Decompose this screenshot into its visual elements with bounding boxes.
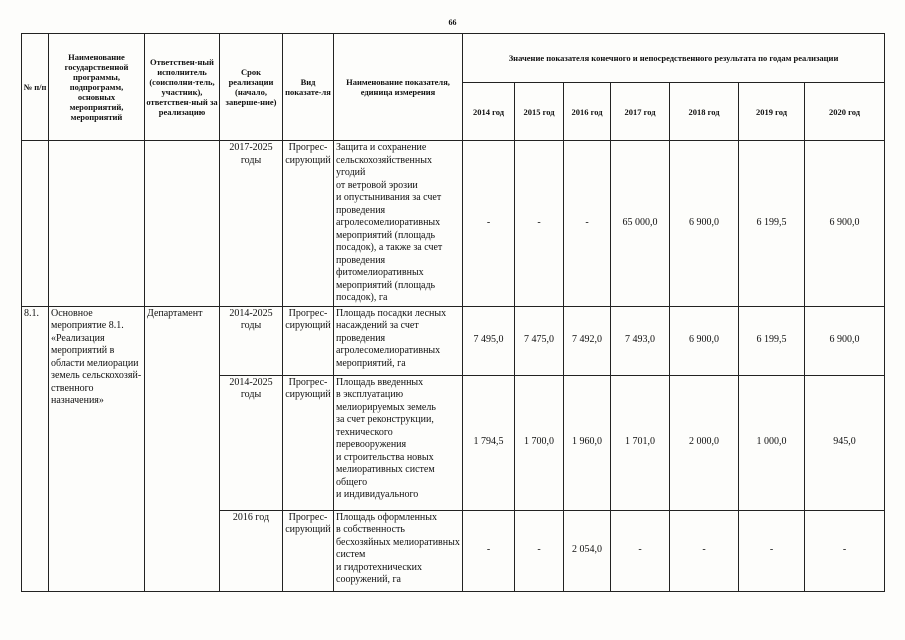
cell-value: - xyxy=(463,141,515,307)
cell-indicator: Защита и сохранение сельскохозяйственных угодий от ветровой эрозии и опустынивания за счет проведения агролесомелиоративных мероприятий (площадь посадок), а также за счет проведения фитомелиоративных мероприятий (площадь посадок), га xyxy=(334,141,463,307)
cell-value: 1 794,5 xyxy=(463,375,515,510)
cell-value: - xyxy=(515,510,564,591)
cell-period: 2014-2025 годы xyxy=(220,375,283,510)
table-row xyxy=(22,306,885,375)
cell-value: - xyxy=(805,510,885,591)
cell-value: - xyxy=(611,510,670,591)
header-indicator: Наименование показателя, единица измерения xyxy=(334,34,463,141)
header-year: 2016 год xyxy=(564,83,611,141)
cell-value: 7 493,0 xyxy=(611,306,670,375)
header-row xyxy=(22,34,885,83)
page-number: 66 xyxy=(448,18,457,27)
cell-value: 65 000,0 xyxy=(611,141,670,307)
cell-indicator: Площадь посадки лесных насаждений за счет проведения агролесомелиоративных мероприятий, га xyxy=(334,306,463,375)
header-year: 2020 год xyxy=(805,83,885,141)
cell-value: 6 900,0 xyxy=(805,141,885,307)
cell-value: 6 900,0 xyxy=(670,141,739,307)
cell-group-num: 8.1. xyxy=(22,306,49,591)
header-year: 2018 год xyxy=(670,83,739,141)
cell-empty xyxy=(22,141,49,307)
cell-value: 7 495,0 xyxy=(463,306,515,375)
header-year: 2015 год xyxy=(515,83,564,141)
cell-period: 2014-2025 годы xyxy=(220,306,283,375)
cell-value: 6 900,0 xyxy=(805,306,885,375)
table-row xyxy=(22,141,885,307)
header-program: Наименование государственной программы, подпрограмм, основных мероприятий, мероприятий xyxy=(49,34,145,141)
header-executor: Ответствен-ный исполнитель (соисполни-тель, участник), ответствен-ный за реализацию xyxy=(145,34,220,141)
cell-period: 2017-2025 годы xyxy=(220,141,283,307)
cell-value: - xyxy=(670,510,739,591)
cell-indicator: Площадь оформленных в собственность бесхозяйных мелиоративных систем и гидротехнических сооружений, га xyxy=(334,510,463,591)
header-period: Срок реализации (начало, заверше-ние) xyxy=(220,34,283,141)
cell-group-program: Основное мероприятие 8.1. «Реализация мероприятий в области мелиорации земель сельскохозяй-ственного назначения» xyxy=(49,306,145,591)
cell-type: Прогрес-сирующий xyxy=(283,375,334,510)
cell-type: Прогрес-сирующий xyxy=(283,306,334,375)
cell-value: - xyxy=(515,141,564,307)
cell-value: - xyxy=(564,141,611,307)
cell-value: 1 701,0 xyxy=(611,375,670,510)
header-values-group: Значение показателя конечного и непосредственного результата по годам реализации xyxy=(463,34,885,83)
cell-value: 7 475,0 xyxy=(515,306,564,375)
cell-type: Прогрес-сирующий xyxy=(283,510,334,591)
cell-type: Прогрес-сирующий xyxy=(283,141,334,307)
cell-value: 6 199,5 xyxy=(739,306,805,375)
header-num: № п/п xyxy=(22,34,49,141)
cell-value: 7 492,0 xyxy=(564,306,611,375)
cell-value: 2 000,0 xyxy=(670,375,739,510)
cell-value: 6 900,0 xyxy=(670,306,739,375)
cell-value: 6 199,5 xyxy=(739,141,805,307)
cell-empty xyxy=(49,141,145,307)
header-year: 2017 год xyxy=(611,83,670,141)
header-type: Вид показате-ля xyxy=(283,34,334,141)
header-year: 2019 год xyxy=(739,83,805,141)
cell-value: 1 000,0 xyxy=(739,375,805,510)
cell-value: - xyxy=(739,510,805,591)
cell-period: 2016 год xyxy=(220,510,283,591)
header-year: 2014 год xyxy=(463,83,515,141)
indicator-table xyxy=(21,33,885,592)
cell-value: 945,0 xyxy=(805,375,885,510)
cell-empty xyxy=(145,141,220,307)
cell-value: 1 960,0 xyxy=(564,375,611,510)
cell-indicator: Площадь введенных в эксплуатацию мелиорируемых земель за счет реконструкции, технического перевооружения и строительства новых мелиоративных систем общего и индивидуального xyxy=(334,375,463,510)
cell-value: - xyxy=(463,510,515,591)
cell-value: 1 700,0 xyxy=(515,375,564,510)
cell-group-executor: Департамент xyxy=(145,306,220,591)
cell-value: 2 054,0 xyxy=(564,510,611,591)
